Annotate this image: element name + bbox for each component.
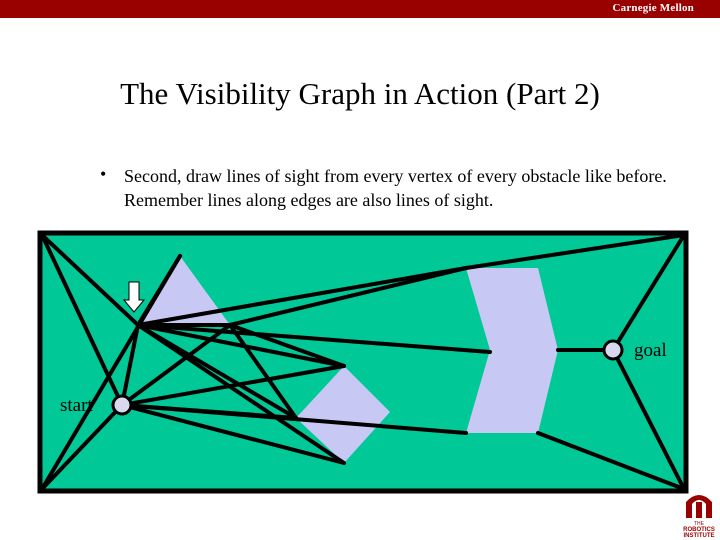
robotics-institute-logo xyxy=(680,488,718,540)
bullet-marker: • xyxy=(100,164,107,184)
bullet-text: Second, draw lines of sight from every vertex of every obstacle like before. Remember lines along edges are also lines of sight. xyxy=(124,166,667,210)
svg-text:INSTITUTE: INSTITUTE xyxy=(683,533,715,539)
start-label: start xyxy=(60,395,93,416)
slide-title: The Visibility Graph in Action (Part 2) xyxy=(120,76,600,111)
start-node xyxy=(113,396,131,414)
goal-label: goal xyxy=(634,340,667,361)
svg-text:ROBOTICS: ROBOTICS xyxy=(683,527,715,533)
goal-node xyxy=(604,341,622,359)
brand-logo: Carnegie Mellon xyxy=(612,2,694,14)
svg-text:THE: THE xyxy=(694,521,704,527)
